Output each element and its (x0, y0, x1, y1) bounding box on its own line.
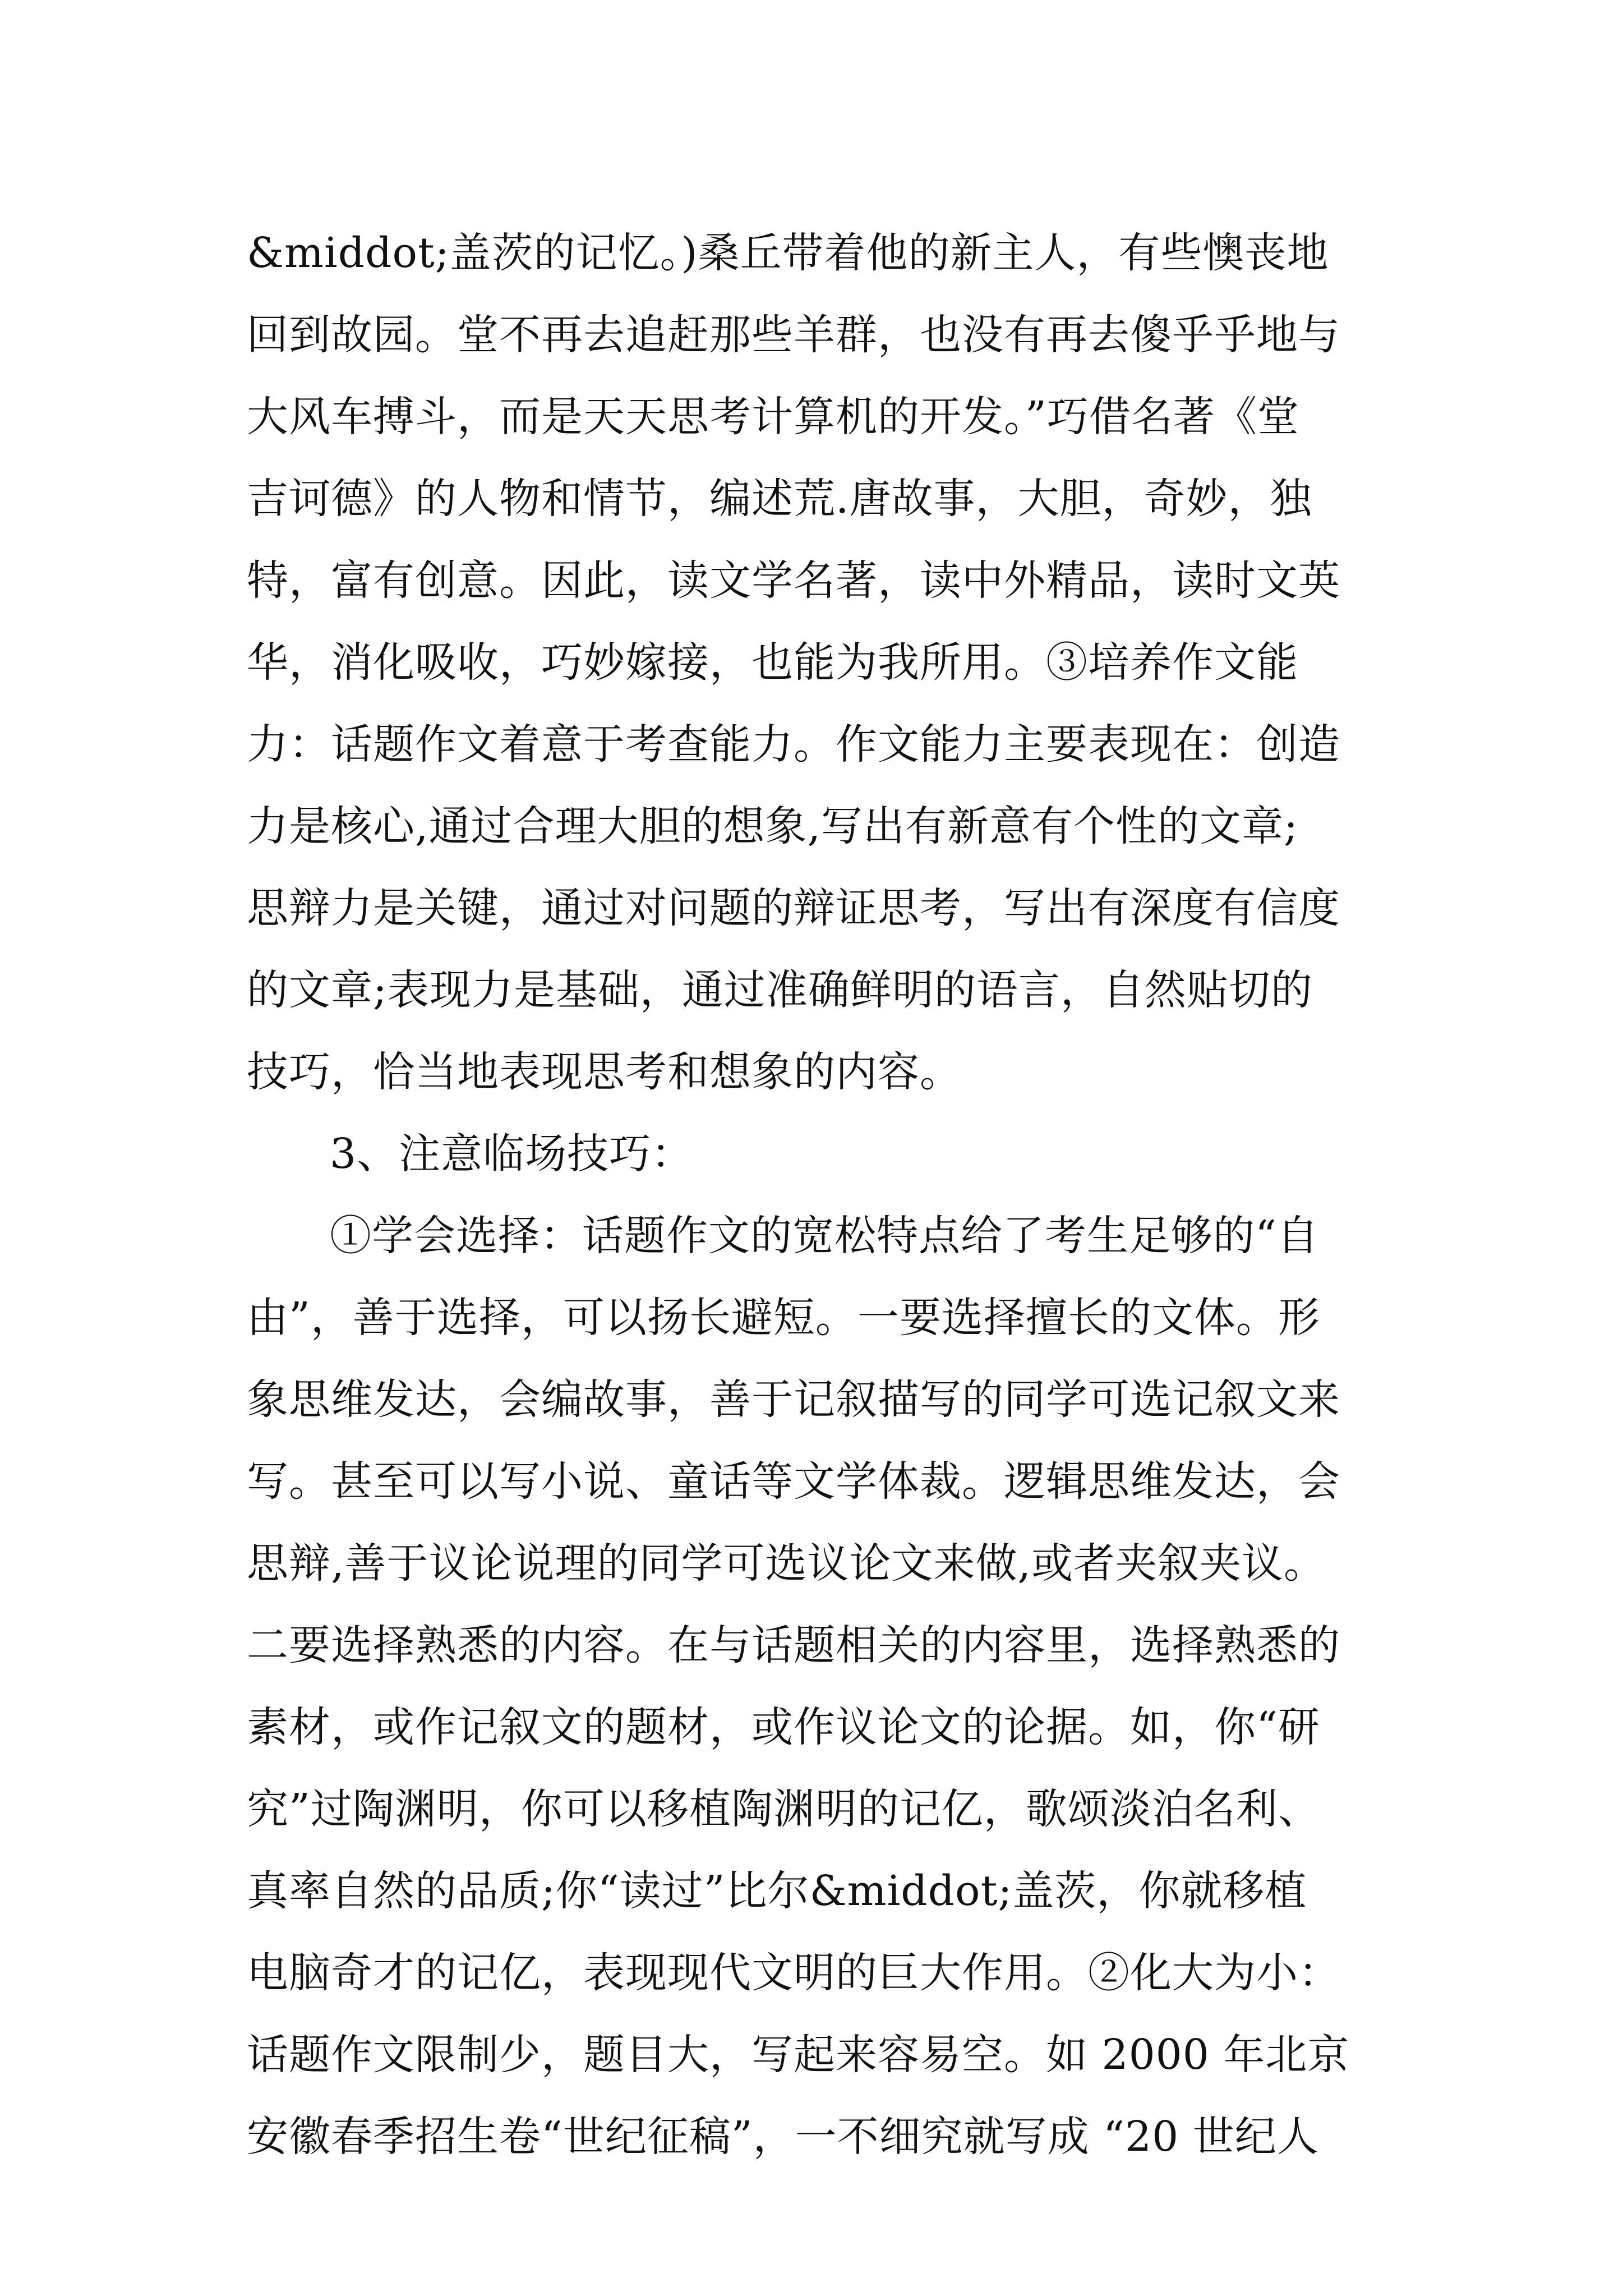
text-line: 思辩,善于议论说理的同学可选议论文来做,或者夹叙夹议。 (247, 1539, 1326, 1588)
text-line: 二要选择熟悉的内容。在与话题相关的内容里，选择熟悉的 (247, 1621, 1340, 1669)
text-line: 华，消化吸收，巧妙嫁接，也能为我所用。③培养作文能 (247, 638, 1298, 687)
text-line: 象思维发达，会编故事，善于记叙描写的同学可选记叙文来 (247, 1375, 1340, 1424)
text-line: 大风车搏斗，而是天天思考计算机的开发。”巧借名著《堂 (247, 393, 1299, 441)
body-text (247, 212, 1377, 2178)
text-line: 力是核心,通过合理大胆的想象,写出有新意有个性的文章; (247, 802, 1298, 850)
text-line: 由”，善于选择，可以扬长避短。一要选择擅长的文体。形 (247, 1294, 1320, 1342)
text-line: 的文章;表现力是基础，通过准确鲜明的语言，自然贴切的 (247, 966, 1313, 1014)
text-line: &middot;盖茨的记忆。)桑丘带着他的新主人，有些懊丧地 (247, 229, 1329, 277)
paragraph-start: ①学会选择：话题作文的宽松特点给了考生足够的“自 (330, 1212, 1319, 1260)
text-line: 思辩力是关键，通过对问题的辩证思考，写出有深度有信度 (247, 884, 1340, 932)
text-line: 力：话题作文着意于考查能力。作文能力主要表现在：创造 (247, 720, 1340, 769)
text-line: 特，富有创意。因此，读文学名著，读中外精品，读时文英 (247, 556, 1340, 605)
text-line: 吉诃德》的人物和情节，编述荒.唐故事，大胆，奇妙，独 (247, 475, 1312, 523)
section-heading: 3、注意临场技巧： (330, 1130, 694, 1178)
text-line: 究”过陶渊明，你可以移植陶渊明的记亿，歌颂淡泊名利、 (247, 1785, 1320, 1833)
text-line: 电脑奇才的记亿，表现现代文明的巨大作用。②化大为小： (247, 1949, 1340, 1997)
text-line: 素材，或作记叙文的题材，或作议论文的论据。如，你“研 (247, 1703, 1320, 1751)
text-line: 话题作文限制少，题目大，写起来容易空。如 2000 年北京 (247, 2031, 1350, 2079)
text-line: 写。甚至可以写小说、童话等文学体裁。逻辑思维发达，会 (247, 1457, 1340, 1506)
text-line: 技巧，恰当地表现思考和想象的内容。 (247, 1048, 962, 1096)
text-line: 安徽春季招生卷“世纪征稿”，一不细究就写成 “20 世纪人 (247, 2113, 1319, 2161)
text-line: 回到故园。堂不再去追赶那些羊群，也没有再去傻乎乎地与 (247, 311, 1340, 359)
text-line: 真率自然的品质;你“读过”比尔&middot;盖茨，你就移植 (247, 1867, 1307, 1915)
